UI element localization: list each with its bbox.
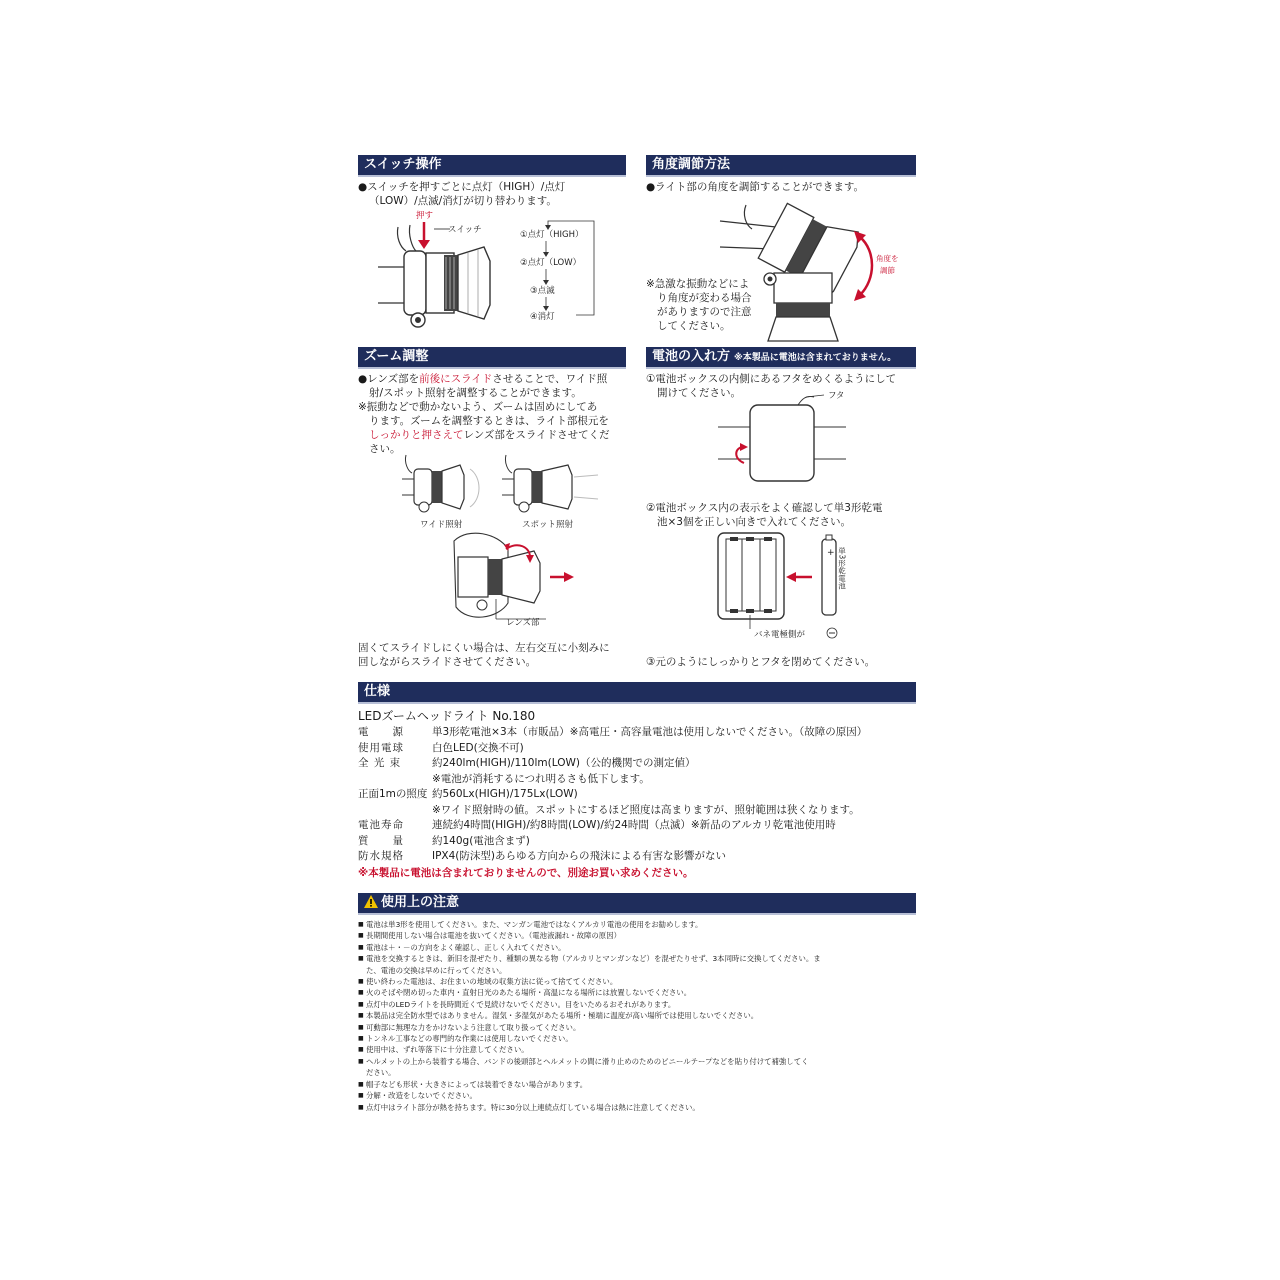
zoom-section bbox=[358, 347, 626, 672]
angle-header: 角度調節方法 bbox=[646, 155, 916, 177]
mode-2: ②点灯（LOW） bbox=[520, 258, 582, 268]
caution-list bbox=[358, 919, 916, 1113]
svg-text:+: + bbox=[827, 548, 835, 558]
mode-1: ①点灯（HIGH） bbox=[520, 230, 584, 240]
caution-item: ■ 使い終わった電池は、お住まいの地域の収集方法に従って捨ててください。 bbox=[358, 976, 916, 987]
battery-insert-illustration bbox=[646, 533, 916, 643]
zoom-text-2b: ります。ズームを調整するときは、ライト部根元を bbox=[369, 415, 609, 427]
cover-label: フタ bbox=[828, 391, 845, 401]
caution-item: た、電池の交換は早めに行ってください。 bbox=[366, 965, 507, 975]
zoom-header: ズーム調整 bbox=[358, 347, 626, 369]
caution-item: ■ 本製品は完全防水型ではありません。湿気・多湿気があたる場所・極端に温度が高い場所では使用しないでください。 bbox=[358, 1010, 916, 1021]
battery-section bbox=[646, 347, 916, 672]
angle-section bbox=[646, 155, 916, 340]
switch-text-2: （LOW）/点滅/消灯が切り替わります。 bbox=[369, 195, 557, 207]
zoom-note bbox=[358, 641, 610, 669]
zoom-text-3a: 固くてスライドしにくい場合は、左右交互に小刻みに bbox=[358, 642, 610, 654]
angle-note-4: してください。 bbox=[657, 320, 731, 332]
angle-note bbox=[646, 277, 752, 333]
switch-label: スイッチ bbox=[448, 225, 482, 235]
angle-note-1: ※急激な振動などによ bbox=[646, 278, 750, 290]
caution-item: ■ 点灯中はライト部分が熱を持ちます。特に30分以上連続点灯している場合は熱に注意してください。 bbox=[358, 1102, 916, 1113]
spec-product: LEDズームヘッドライト No.180 bbox=[358, 709, 536, 723]
angle-note-3: がありますので注意 bbox=[657, 306, 752, 318]
spec-section bbox=[358, 682, 916, 887]
battery-step-2 bbox=[646, 501, 883, 529]
zoom-text-1b: 射/スポット照射を調整することができます。 bbox=[369, 387, 582, 399]
switch-illustration bbox=[358, 207, 626, 342]
caution-item: ■ 電池は＋・－の方向をよく確認し、正しく入れてください。 bbox=[358, 942, 916, 953]
battery-step-2a: ②電池ボックス内の表示をよく確認して単3形乾電 bbox=[646, 502, 883, 514]
spec-sub-2: ※ワイド照射時の値。スポットにするほど照度は高まりますが、照射範囲は狭くなります。 bbox=[432, 803, 860, 816]
caution-item: ださい。 bbox=[366, 1068, 396, 1078]
zoom-text-2a: ※振動などで動かないよう、ズームは固めにしてあ bbox=[358, 401, 598, 413]
push-label: 押す bbox=[416, 211, 434, 221]
angle-note-2: り角度が変わる場合 bbox=[657, 292, 752, 304]
warning-icon bbox=[364, 895, 378, 908]
battery-type-label: 単3形乾電池 bbox=[837, 547, 847, 590]
zoom-text-2d: さい。 bbox=[369, 443, 401, 455]
battery-step-1b: 開けてください。 bbox=[657, 387, 741, 399]
battery-header: 電池の入れ方 ※本製品に電池は含まれておりません。 bbox=[646, 347, 916, 369]
caution-header: 使用上の注意 bbox=[358, 893, 916, 915]
spec-row-lumen: 全 光 束 約240lm(HIGH)/110lm(LOW)（公的機関での測定値） bbox=[358, 757, 696, 769]
battery-step-1a: ①電池ボックスの内側にあるフタをめくるようにして bbox=[646, 373, 897, 385]
caution-item: ■ 火のそばや閉め切った車内・直射日光のあたる場所・高温になる場所には放置しないでください。 bbox=[358, 987, 916, 998]
switch-section bbox=[358, 155, 626, 340]
spec-row-lux: 正面1mの照度 約560Lx(HIGH)/175Lx(LOW) bbox=[358, 788, 578, 800]
spec-row-power: 電 源 単3形乾電池×3本（市販品）※高電圧・高容量電池は使用しないでください。（故障の原因） bbox=[358, 726, 868, 738]
caution-item: ■ 帽子なども形状・大きさによっては装着できない場合があります。 bbox=[358, 1079, 916, 1090]
mode-3: ③点滅 bbox=[530, 286, 555, 296]
caution-item: ■ 分解・改造をしないでください。 bbox=[358, 1090, 916, 1101]
zoom-text-2c: しっかりと押さえてレンズ部をスライドさせてくだ bbox=[369, 429, 610, 441]
caution-item: ■ 電池を交換するときは、新旧を混ぜたり、種類の異なる物（アルカリとマンガンなど）を混ぜたりせず、3本同時に交換してください。ま bbox=[358, 953, 916, 964]
spec-row-bulb: 使用電球 白色LED(交換不可) bbox=[358, 741, 524, 754]
spec-warning: ※本製品に電池は含まれておりませんので、別途お買い求めください。 bbox=[358, 866, 694, 879]
battery-step-2b: 池×3個を正しい向きで入れてください。 bbox=[657, 516, 851, 528]
spot-label: スポット照射 bbox=[522, 520, 574, 530]
caution-item: ■ 使用中は、ずれ等落下に十分注意してください。 bbox=[358, 1044, 916, 1055]
zoom-text-1: ●レンズ部を前後にスライドさせることで、ワイド照 bbox=[358, 373, 608, 385]
spec-sub-1: ※電池が消耗するにつれ明るさも低下します。 bbox=[432, 772, 650, 785]
mode-4: ④消灯 bbox=[530, 312, 555, 322]
angle-label-2: 調節 bbox=[880, 266, 895, 275]
caution-item: ■ 可動部に無理な力をかけないよう注意して取り扱ってください。 bbox=[358, 1022, 916, 1033]
caution-item: ■ 電池は単3形を使用してください。また、マンガン電池ではなくアルカリ電池の使用をお勧めします。 bbox=[358, 919, 916, 930]
angle-label-1: 角度を bbox=[876, 254, 899, 263]
spec-row-life: 電池寿命 連続約4時間(HIGH)/約8時間(LOW)/約24時間（点滅）※新品のアルカリ乾電池使用時 bbox=[358, 819, 836, 831]
caution-section bbox=[358, 893, 916, 1133]
spec-row-water: 防水規格 IPX4(防沫型)あらゆる方向からの飛沫による有害な影響がない bbox=[358, 850, 726, 862]
spec-row-weight: 質 量 約140g(電池含まず) bbox=[358, 834, 530, 847]
caution-item: ■ 点灯中のLEDライトを長時間近くで見続けないでください。目をいためるおそれがあります。 bbox=[358, 999, 916, 1010]
spring-label: バネ電極側が bbox=[754, 630, 806, 640]
wide-label: ワイド照射 bbox=[420, 520, 463, 530]
lens-label: レンズ部 bbox=[506, 618, 540, 628]
zoom-illustration bbox=[358, 453, 626, 638]
battery-step-3: ③元のようにしっかりとフタを閉めてください。 bbox=[646, 656, 876, 668]
caution-item: ■ 長期間使用しない場合は電池を抜いてください。（電池液漏れ・故障の原因） bbox=[358, 930, 916, 941]
switch-header: スイッチ操作 bbox=[358, 155, 626, 177]
caution-item: ■ ヘルメットの上から装着する場合、バンドの後頭部とヘルメットの間に滑り止めのためのビニールテープなどを貼り付けて補強してく bbox=[358, 1056, 916, 1067]
caution-item: ■ トンネル工事などの専門的な作業には使用しないでください。 bbox=[358, 1033, 916, 1044]
switch-text-1: ●スイッチを押すごとに点灯（HIGH）/点灯 bbox=[358, 181, 566, 193]
spec-header: 仕様 bbox=[358, 682, 916, 704]
angle-text: ●ライト部の角度を調節することができます。 bbox=[646, 181, 865, 193]
zoom-text-3b: 回しながらスライドさせてください。 bbox=[358, 656, 537, 668]
